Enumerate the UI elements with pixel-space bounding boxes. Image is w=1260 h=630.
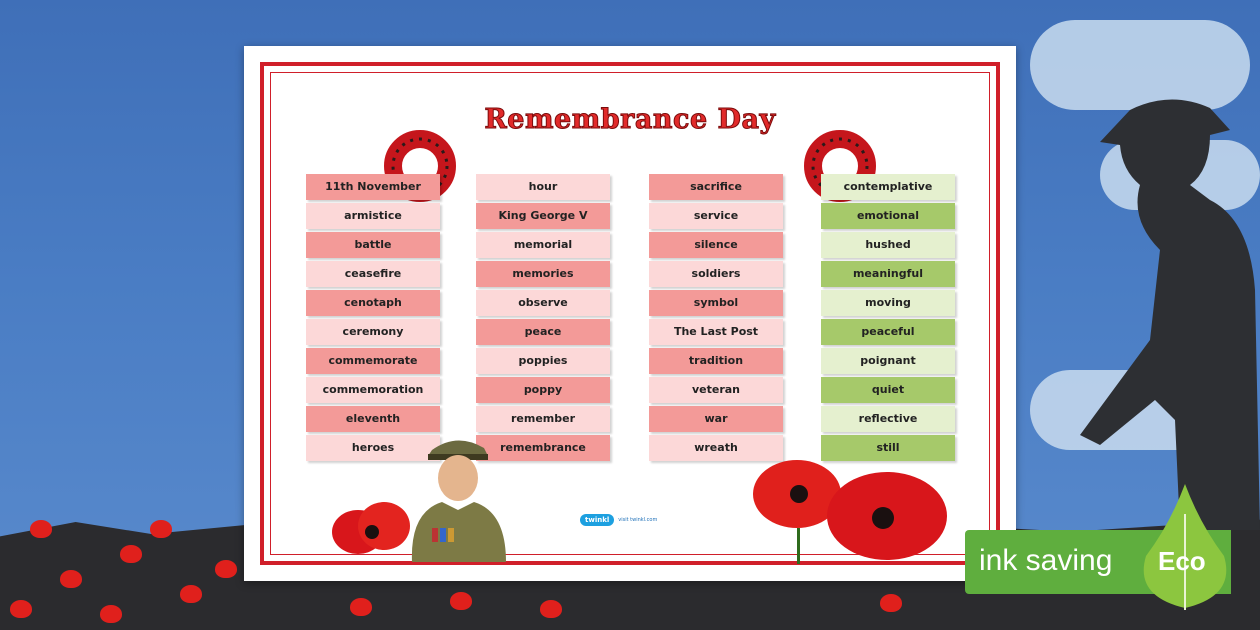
- word-card: 11th November: [306, 174, 440, 200]
- word-card: commemorate: [306, 348, 440, 374]
- word-card: memories: [476, 261, 610, 287]
- word-card: hushed: [821, 232, 955, 258]
- word-card: heroes: [306, 435, 440, 461]
- word-card: commemoration: [306, 377, 440, 403]
- word-card: hour: [476, 174, 610, 200]
- word-card: contemplative: [821, 174, 955, 200]
- page-title: Remembrance Day: [484, 104, 776, 135]
- field-poppy-icon: [30, 520, 52, 538]
- word-card: veteran: [649, 377, 783, 403]
- twinkl-logo: [580, 514, 657, 526]
- field-poppy-icon: [180, 585, 202, 603]
- soldier-silhouette: [1060, 90, 1260, 530]
- field-poppy-icon: [100, 605, 122, 623]
- word-card: moving: [821, 290, 955, 316]
- twinkl-url: visit twinkl.com: [618, 517, 658, 523]
- field-poppy-icon: [60, 570, 82, 588]
- field-poppy-icon: [540, 600, 562, 618]
- word-card: ceasefire: [306, 261, 440, 287]
- field-poppy-icon: [450, 592, 472, 610]
- poppy-flower-icon: [332, 498, 412, 560]
- word-card: armistice: [306, 203, 440, 229]
- word-card: King George V: [476, 203, 610, 229]
- word-card: observe: [476, 290, 610, 316]
- word-card: sacrifice: [649, 174, 783, 200]
- word-column-3: [649, 174, 783, 464]
- word-column-2: [476, 174, 610, 464]
- word-card: battle: [306, 232, 440, 258]
- soldier-illustration: [402, 432, 512, 562]
- twinkl-logo-icon: twinkl: [580, 514, 614, 526]
- word-card: wreath: [649, 435, 783, 461]
- word-card: war: [649, 406, 783, 432]
- ink-saving-label: ink saving: [979, 544, 1113, 577]
- word-card: poppy: [476, 377, 610, 403]
- word-card: reflective: [821, 406, 955, 432]
- poppy-flower-icon: [749, 454, 959, 564]
- word-card: The Last Post: [649, 319, 783, 345]
- field-poppy-icon: [150, 520, 172, 538]
- field-poppy-icon: [350, 598, 372, 616]
- word-card: soldiers: [649, 261, 783, 287]
- word-card: poignant: [821, 348, 955, 374]
- field-poppy-icon: [10, 600, 32, 618]
- field-poppy-icon: [880, 594, 902, 612]
- word-card: symbol: [649, 290, 783, 316]
- word-mat-poster: [244, 46, 1016, 581]
- word-card: memorial: [476, 232, 610, 258]
- word-column-4: [821, 174, 955, 464]
- word-card: ceremony: [306, 319, 440, 345]
- word-card: meaningful: [821, 261, 955, 287]
- word-column-1: [306, 174, 440, 464]
- word-card: tradition: [649, 348, 783, 374]
- word-card: quiet: [821, 377, 955, 403]
- word-card: still: [821, 435, 955, 461]
- word-card: peaceful: [821, 319, 955, 345]
- eco-label: Eco: [1158, 546, 1206, 576]
- word-card: remembrance: [476, 435, 610, 461]
- word-card: remember: [476, 406, 610, 432]
- word-card: emotional: [821, 203, 955, 229]
- word-card: silence: [649, 232, 783, 258]
- word-card: poppies: [476, 348, 610, 374]
- word-card: peace: [476, 319, 610, 345]
- word-card: eleventh: [306, 406, 440, 432]
- field-poppy-icon: [120, 545, 142, 563]
- field-poppy-icon: [215, 560, 237, 578]
- word-card: service: [649, 203, 783, 229]
- word-card: cenotaph: [306, 290, 440, 316]
